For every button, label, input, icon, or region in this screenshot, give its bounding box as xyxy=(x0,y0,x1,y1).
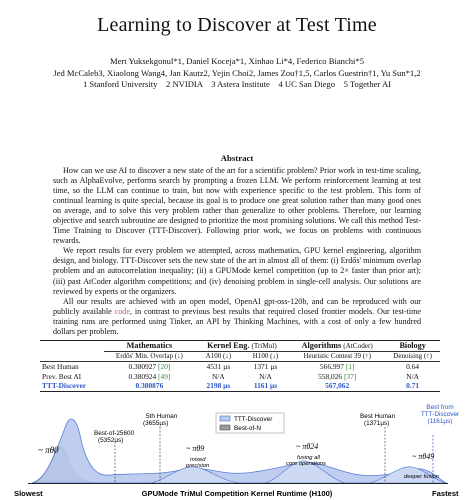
author-block xyxy=(30,56,444,91)
annotation-fusing: fusing all xyxy=(297,455,320,461)
affiliations: 1 Stanford University 2 NVIDIA 3 Astera Institute 4 UC San Diego 5 Together AI xyxy=(82,79,392,89)
annotation-precision: precision xyxy=(186,463,210,469)
table-cell: 2198 µs xyxy=(195,381,242,391)
label-slowest: Slowest xyxy=(14,489,43,498)
annotation-fusing-2: core operations xyxy=(286,461,326,467)
group-mathematics: Mathematics xyxy=(104,341,195,352)
abstract-p3-text-b: , in contrast to previous best results that required closed frontier models. Our test-time training runs are performed using Tinker, an API by Thinking Machines, with a cost of only a few hundred dollars per problem. xyxy=(53,306,421,336)
paper-title: Learning to Discover at Test Time xyxy=(97,14,377,36)
annotation-fifth-human: 5th Human xyxy=(146,413,178,420)
label-fastest: Fastest xyxy=(432,489,459,498)
citation: [20] xyxy=(158,362,171,372)
table-cell: 567,062 xyxy=(289,381,385,391)
abstract-heading: Abstract xyxy=(220,153,254,163)
table-cell: 0.380876 xyxy=(104,381,195,391)
code-link[interactable]: code xyxy=(114,306,130,316)
annotation-best-human: Best Human xyxy=(360,413,396,420)
row-label: Best Human xyxy=(42,362,79,372)
table-cell: N/A xyxy=(212,371,225,381)
table-cell: 566,997 [1] xyxy=(319,362,355,372)
metric-header: Erdős' Min. Overlap (↓) xyxy=(104,351,195,362)
annotation-best-from: Best from xyxy=(426,404,454,411)
annotation-best-human-val: (1371µs) xyxy=(364,420,390,427)
table-group-header xyxy=(40,341,440,352)
annotation-pi49: ~ πθ49 xyxy=(412,452,435,461)
annotation-best-of: Best-of-25600 xyxy=(94,430,135,437)
table-cell: 0.64 xyxy=(406,362,420,372)
metric-header: Denoising (↑) xyxy=(385,351,440,362)
table-cell: 0.380927 [20] xyxy=(128,362,171,372)
annotation-mixed: mixed xyxy=(190,457,206,463)
legend-label-bestof: Best-of-N xyxy=(234,425,261,432)
table-metric-header xyxy=(40,351,440,362)
annotation-best-from-val: (1161µs) xyxy=(427,418,453,425)
annotation-deeper: deeper fusion xyxy=(404,474,440,480)
authors-line-2: Jed McCaleb3, Xiaolong Wang4, Jan Kautz2, Yejin Choi2, James Zou†1,5, Carlos Guestrin†1, Yu Sun*1,2 xyxy=(53,67,421,78)
table-row xyxy=(40,362,440,372)
legend-swatch-bestof xyxy=(220,425,230,430)
metric-header: H100 (↓) xyxy=(242,351,289,362)
authors-line-1: Mert Yuksekgonul*1, Daniel Koceja*1, Xinhao Li*4, Federico Bianchi*5 xyxy=(109,56,365,66)
group-biology: Biology xyxy=(385,341,440,352)
abstract-body xyxy=(53,166,421,337)
x-axis-label: GPUMode TriMul Competition Kernel Runtime (H100) xyxy=(141,489,333,498)
abstract-paragraph-2: We report results for every problem we attempted, across mathematics, GPU kernel engineering, algorithm design, and biology. TTT-Discover sets the new state of the art in almost all of them: (i) Erdős' minimum overlap problem and an autocorrelation inequality; (ii) a GPUMode kernel competition (up to 2× faster than prior art); (iii) past AtCoder algorithm competitions; and (iv) denoising problem in single-cell analysis. Our solutions are reviewed by experts or the organizers. xyxy=(53,246,421,296)
table-cell: 0.380924 [49] xyxy=(128,371,171,381)
legend-label-ttt: TTT-Discover xyxy=(234,416,273,423)
annotation-pi0: ~ πθ0 xyxy=(38,445,59,455)
table-cell: 0.71 xyxy=(385,381,440,391)
citation: [1] xyxy=(345,362,355,372)
row-label: TTT-Discover xyxy=(40,381,104,391)
table-cell: 1371 µs xyxy=(253,362,278,372)
table-cell: 1161 µs xyxy=(242,381,289,391)
group-kernel: Kernel Eng. (TriMul) xyxy=(195,341,289,352)
figure-legend xyxy=(216,413,284,433)
table-cell: N/A xyxy=(406,371,420,381)
results-table xyxy=(40,340,440,392)
metric-header: A100 (↓) xyxy=(195,351,242,362)
table-cell: 558,026 [37] xyxy=(318,371,357,381)
annotation-best-from-2: TTT-Discover xyxy=(420,411,460,418)
citation: [49] xyxy=(158,371,171,381)
annotation-pi24: ~ πθ24 xyxy=(296,442,319,451)
abstract-p3-text-a: All our results are achieved with an open model, OpenAI gpt-oss-120b, and can be reproduced with our publicly available xyxy=(53,296,421,316)
abstract-paragraph-1: How can we use AI to discover a new state of the art for a scientific problem? Prior work in test-time scaling, such as AlphaEvolve, performs search by prompting a frozen LLM. We perform reinforcement learning at test time, so the LLM can continue to train, but now with experience specific to the test problem. This form of continual learning is quite special, because its goal is to produce one great solution rather than many good ones on average, and to solve this very problem rather than generalize to other problems. Therefore, our learning objective and search subroutine are designed to prioritize the most promising solutions. We call this method Test-Time Training to Discover (TTT-Discover). Following prior work, we focus on problems with continuous rewards. xyxy=(53,166,421,246)
metric-header: Heuristic Contest 39 (↑) xyxy=(289,351,385,362)
annotation-best-of-val: (5352µs) xyxy=(98,437,124,444)
table-cell: N/A xyxy=(259,371,272,381)
annotation-fifth-human-val: (3655µs) xyxy=(143,420,169,427)
table-cell: 4531 µs xyxy=(206,362,231,372)
row-label: Prev. Best AI xyxy=(42,371,82,381)
legend-swatch-ttt xyxy=(220,416,230,421)
abstract-paragraph-3 xyxy=(53,297,421,337)
runtime-distribution-figure xyxy=(0,404,474,500)
table-row xyxy=(40,372,440,382)
table-row-ttt-discover xyxy=(40,381,440,391)
citation: [37] xyxy=(343,371,357,381)
annotation-pi9: ~ πθ9 xyxy=(186,444,205,453)
group-algorithms: Algorithms (AtCoder) xyxy=(289,341,385,352)
